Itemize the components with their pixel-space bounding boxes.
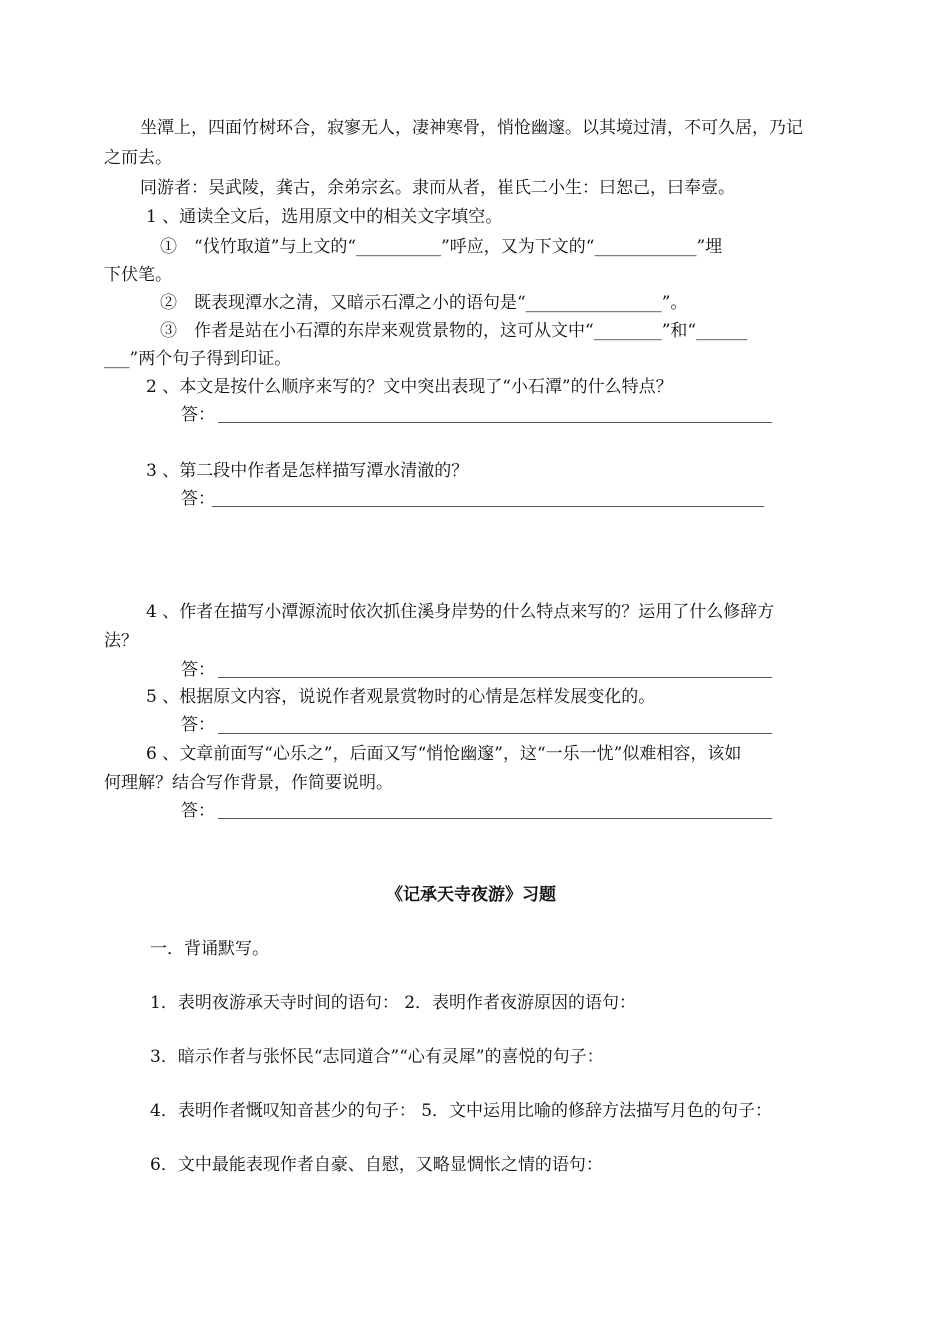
question-2: 2 、本文是按什么顺序来写的？文中突出表现了“小石潭”的什么特点？ xyxy=(146,377,673,397)
answer-line[interactable] xyxy=(218,422,772,423)
question-1-c: ③ 作者是站在小石潭的东岸来观赏景物的，这可从文中“________”和“______ xyxy=(160,321,748,341)
passage-line: 同游者：吴武陵，龚古，余弟宗玄。隶而从者，崔氏二小生：曰恕己，曰奉壹。 xyxy=(140,178,735,198)
answer-label: 答： xyxy=(181,660,215,680)
question-1: 1 、通读全文后，选用原文中的相关文字填空。 xyxy=(146,207,503,227)
question-6-cont: 何理解？结合写作背景，作简要说明。 xyxy=(104,773,393,793)
answer-label: 答： xyxy=(181,489,215,509)
question-1-a-cont: 下伏笔。 xyxy=(104,265,172,285)
section-title: 《记承天寺夜游》习题 xyxy=(386,885,556,905)
question-4-cont: 法？ xyxy=(104,631,138,651)
recitation-item: 1．表明夜游承天寺时间的语句： 2．表明作者夜游原因的语句： xyxy=(150,993,637,1013)
question-1-b: ② 既表现潭水之清，又暗示石潭之小的语句是“________________”。 xyxy=(160,293,688,313)
question-6: 6 、文章前面写“心乐之”，后面又写“悄怆幽邃”，这“一乐一忧”似难相容，该如 xyxy=(146,744,742,764)
passage-line: 坐潭上，四面竹树环合，寂寥无人，凄神寒骨，悄怆幽邃。以其境过清，不可久居，乃记 xyxy=(140,118,803,138)
answer-line[interactable] xyxy=(212,506,764,507)
question-4: 4 、作者在描写小潭源流时依次抓住溪身岸势的什么特点来写的？运用了什么修辞方 xyxy=(146,602,775,622)
answer-line[interactable] xyxy=(218,677,772,678)
answer-label: 答： xyxy=(181,801,215,821)
answer-label: 答： xyxy=(181,405,215,425)
recitation-item: 6．文中最能表现作者自豪、自慰，又略显惆怅之情的语句： xyxy=(150,1155,603,1175)
question-5: 5 、根据原文内容，说说作者观景赏物时的心情是怎样发展变化的。 xyxy=(146,687,656,707)
question-1-c-cont: ___”两个句子得到印证。 xyxy=(104,349,292,369)
answer-line[interactable] xyxy=(218,818,772,819)
answer-line[interactable] xyxy=(218,733,772,734)
section-heading: 一．背诵默写。 xyxy=(150,939,269,959)
recitation-item: 4．表明作者慨叹知音甚少的句子： 5．文中运用比喻的修辞方法描写月色的句子： xyxy=(150,1101,773,1121)
passage-line: 之而去。 xyxy=(104,148,172,168)
question-3: 3 、第二段中作者是怎样描写潭水清澈的？ xyxy=(146,461,469,481)
recitation-item: 3．暗示作者与张怀民“志同道合”“心有灵犀”的喜悦的句子： xyxy=(150,1047,604,1067)
answer-label: 答： xyxy=(181,715,215,735)
question-1-a: ① “伐竹取道”与上文的“__________”呼应，又为下文的“____________”埋 xyxy=(160,237,723,257)
